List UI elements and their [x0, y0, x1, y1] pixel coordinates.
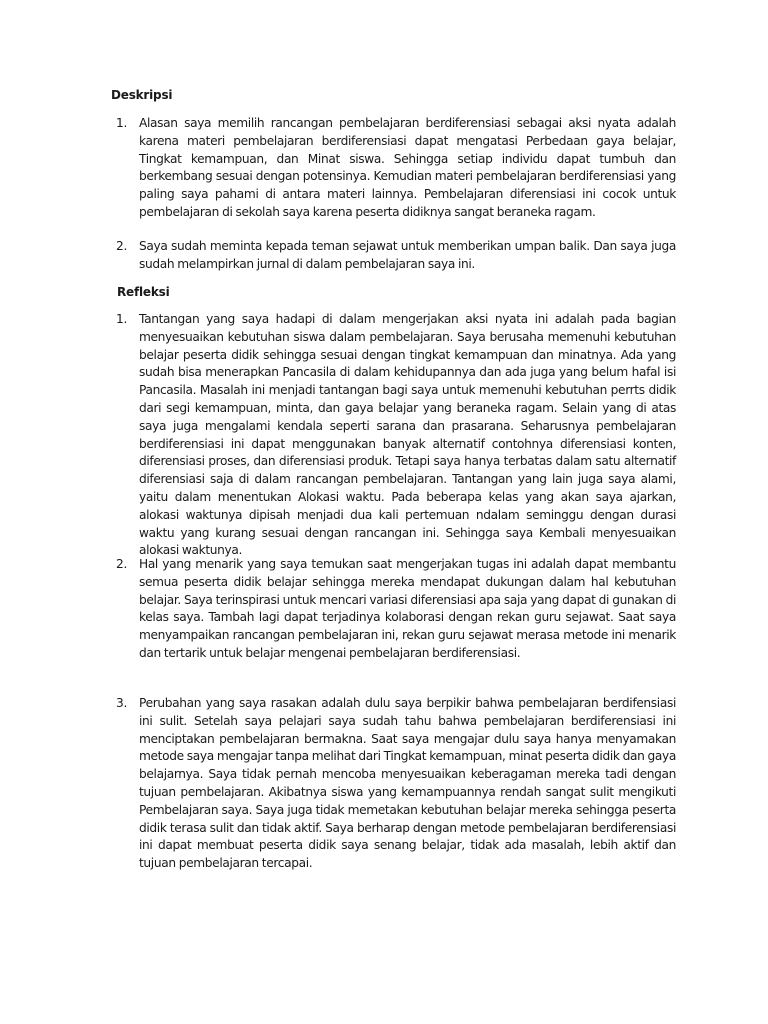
list-item-text: Tantangan yang saya hadapi di dalam mengerjakan aksi nyata ini adalah pada bagian menyesuaikan kebutuhan siswa dalam pembelajaran. Saya berusaha memenuhi kebutuhan belajar peserta didik sehingga sesuai dengan tingkat kemampuan dan minatnya. Ada yang sudah bisa menerapkan Pancasila di dalam kehidupannya dan ada juga yang belum hafal isi Pancasila. Masalah ini menjadi tantangan bagi saya untuk memenuhi kebutuhan perrts didik dari segi kemampuan, minta, dan gaya belajar yang beraneka ragam. Selain yang di atas saya juga mengalami kendala seperti sarana dan prasarana. Seharusnya pembelajaran berdiferensiasi ini dapat menggunakan banyak alternatif contohnya diferensiasi konten, diferensiasi proses, dan diferensiasi produk. Tetapi saya hanya terbatas dalam satu alternatif diferensiasi saja di dalam rancangan pembelajaran. Tantangan yang lain juga saya alami, yaitu dalam menentukan Alokasi waktu. Pada beberapa kelas yang akan saya ajarkan, alokasi waktunya dipisah menjadi dua kali pertemuan ndalam seminggu dengan durasi waktu yang kurang sesuai dengan rancangan ini. Sehingga saya Kembali menyesuaikan alokasi waktunya.	[139, 312, 676, 558]
list-item	[116, 238, 676, 274]
list-number: 2.	[116, 557, 128, 571]
list-number: 1.	[116, 312, 128, 326]
section-heading-deskripsi: Deskripsi	[111, 88, 173, 102]
list-number: 3.	[116, 696, 128, 710]
list-item-text: Saya sudah meminta kepada teman sejawat untuk memberikan umpan balik. Dan saya juga sudah melampirkan jurnal di dalam pembelajaran saya ini.	[139, 239, 676, 271]
list-item-text: Perubahan yang saya rasakan adalah dulu saya berpikir bahwa pembelajaran berdifensiasi ini sulit. Setelah saya pelajari saya sudah tahu bahwa pembelajaran berdiferensiasi ini menciptakan pembelajaran bermakna. Saat saya mengajar dulu saya hanya menyamakan metode saya mengajar tanpa melihat dari Tingkat kemampuan, minat peserta didik dan gaya belajarnya. Saya tidak pernah mencoba menyesuaikan keberagaman mereka tadi dengan tujuan pembelajaran. Akibatnya siswa yang kemampuannya rendah sangat sulit mengikuti Pembelajaran saya. Saya juga tidak memetakan kebutuhan belajar mereka sehingga peserta didik terasa sulit dan tidak aktif. Saya berharap dengan metode pembelajaran berdiferensiasi ini dapat membuat peserta didik saya senang belajar, tidak ada masalah, lebih aktif dan tujuan pembelajaran tercapai.	[139, 696, 676, 871]
list-number: 2.	[116, 239, 128, 253]
list-item	[116, 695, 676, 873]
list-item	[116, 556, 676, 663]
section-heading-refleksi: Refleksi	[117, 285, 170, 299]
list-item	[116, 115, 676, 222]
list-item-text: Hal yang menarik yang saya temukan saat mengerjakan tugas ini adalah dapat membantu semua peserta didik belajar sehingga mereka mendapat dukungan dalam hal kebutuhan belajar. Saya terinspirasi untuk mencari variasi diferensiasi apa saja yang dapat di gunakan di kelas saya. Tambah lagi dapat terjadinya kolaborasi dengan rekan guru sejawat. Saat saya menyampaikan rancangan pembelajaran ini, rekan guru sejawat merasa metode ini menarik dan tertarik untuk belajar mengenai pembelajaran berdiferensiasi.	[139, 557, 676, 660]
list-item-text: Alasan saya memilih rancangan pembelajaran berdiferensiasi sebagai aksi nyata adalah karena materi pembelajaran berdiferensiasi dapat mengatasi Perbedaan gaya belajar, Tingkat kemampuan, dan Minat siswa. Sehingga setiap individu dapat tumbuh dan berkembang sesuai dengan potensinya. Kemudian materi pembelajaran berdiferensiasi yang paling saya pahami di antara materi lainnya. Pembelajaran diferensiasi ini cocok untuk pembelajaran di sekolah saya karena peserta didiknya sangat beraneka ragam.	[139, 116, 676, 219]
list-item	[116, 311, 676, 560]
list-number: 1.	[116, 116, 128, 130]
